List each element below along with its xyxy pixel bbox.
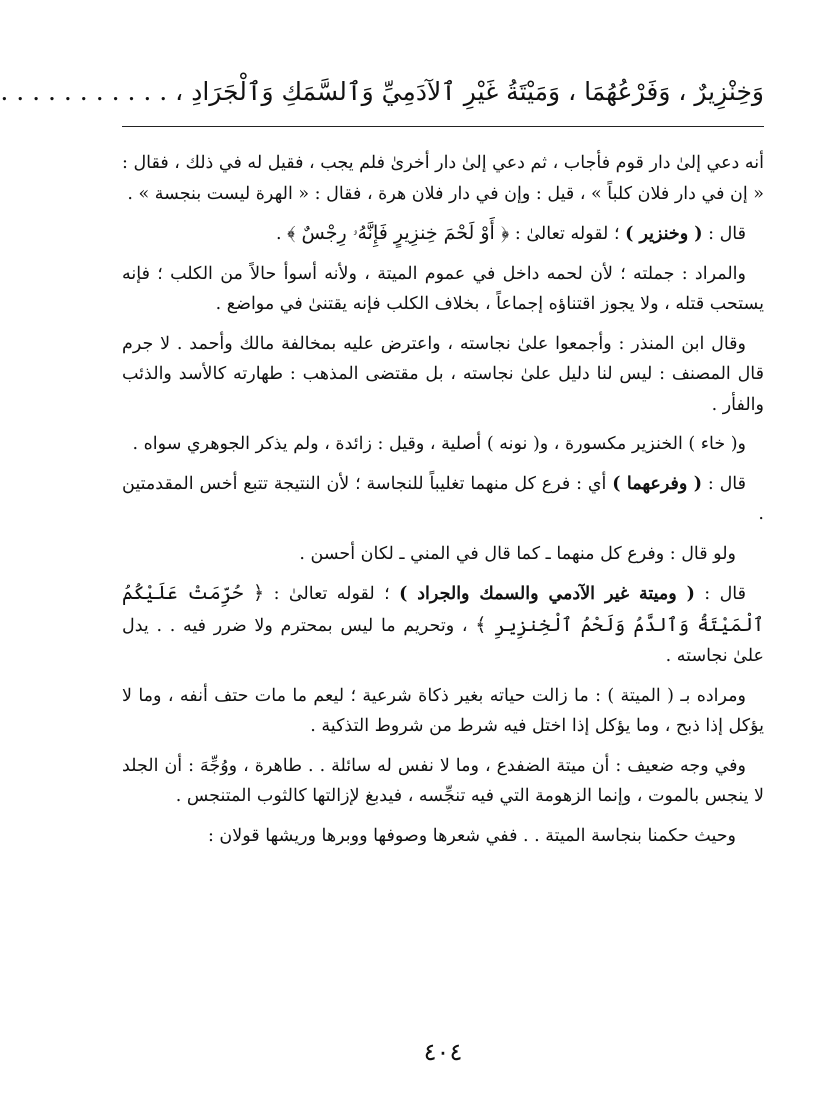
- quran-verse: ﴿ حُرِّمَتْ عَلَيْكُمُ ٱلْمَيْتَةُ وَٱلدَّمُ وَلَحْمُ ٱلْخِنزِيرِ ﴾: [122, 582, 765, 636]
- paragraph-9: ومراده بـ ( الميتة ) : ما زالت حياته بغير ذكاة شرعية ؛ ليعم ما مات حتف أنفه ، وما لا يؤكل إذا ذبح ، وما يؤكل إذا اختل فيه شرط من شروط التذكية .: [122, 685, 764, 736]
- paragraph-4: وقال ابن المنذر : وأجمعوا علىٰ نجاسته ، واعترض عليه بمخالفة مالك وأحمد . لا جرم قال المصنف : ليس لنا دليل علىٰ نجاسته ، بل مقتضى المذهب : طهارته كالأسد والذئب والفأر .: [122, 333, 764, 415]
- paragraph-2: [122, 218, 764, 250]
- matn-quote: ( وفرعهما ): [612, 473, 702, 494]
- matn-line: وَخِنْزِيرٌ ، وَفَرْعُهُمَا ، وَمَيْتَةُ غَيْرِ ٱلآدَمِيِّ وَٱلسَّمَكِ وَٱلْجَرَادِ ، . . . . . . . . . . .: [0, 77, 764, 106]
- commentary-body: [122, 148, 764, 860]
- text-run: قال :: [701, 473, 746, 494]
- paragraph-6: [122, 469, 764, 530]
- text-run: ؛ لقوله تعالىٰ :: [509, 224, 626, 244]
- page-number: ٤٠٤: [423, 1038, 463, 1066]
- text-run: أي : فرع كل منهما تغليباً للنجاسة ؛ لأن النتيجة تتبع أخس المقدمتين .: [122, 473, 764, 524]
- paragraph-5: و( خاء ) الخنزير مكسورة ، و( نونه ) أصلية ، وقيل : زائدة ، ولم يذكر الجوهري سواه .: [132, 434, 746, 454]
- text-run: ؛ لقوله تعالىٰ :: [264, 584, 400, 604]
- paragraph-7: ولو قال : وفرع كل منهما ـ كما قال في المني ـ لكان أحسن .: [299, 543, 736, 564]
- paragraph-8: [122, 578, 764, 672]
- matn-quote: ( وخنزير ): [625, 224, 703, 244]
- matn-quote: ( وميتة غير الآدمي والسمك والجراد ): [399, 584, 695, 604]
- separator-rule: [122, 126, 764, 127]
- text-run: قال :: [702, 224, 746, 244]
- text-run: ، وتحريم ما ليس بمحترم ولا ضرر فيه . . يدل علىٰ نجاسته .: [122, 615, 764, 666]
- text-run: قال :: [694, 584, 746, 604]
- paragraph-10: وفي وجه ضعيف : أن ميتة الضفدع ، وما لا نفس له سائلة . . طاهرة ، ووُجِّهَ : أن الجلد لا ينجس بالموت ، وإنما الزهومة التي فيه تنجِّسه ، فيدبغ لإزالتها كالثوب المتنجس .: [122, 755, 764, 806]
- paragraph-1: أنه دعي إلىٰ دار قوم فأجاب ، ثم دعي إلىٰ دار أخرىٰ فلم يجب ، فقيل له في ذلك ، فقال : « إن في دار فلان كلباً » ، قيل : وإن في دار فلان هرة ، فقال : « الهرة ليست بنجسة » .: [121, 153, 764, 204]
- paragraph-3: والمراد : جملته ؛ لأن لحمه داخل في عموم الميتة ، ولأنه أسوأ حالاً من الكلب ؛ فإنه يستحب قتله ، ولا يجوز اقتناؤه إجماعاً ، بخلاف الكلب فإنه يقتنىٰ في مواضع .: [122, 263, 764, 314]
- text-run: .: [275, 224, 288, 244]
- paragraph-11: وحيث حكمنا بنجاسة الميتة . . ففي شعرها وصوفها ووبرها وريشها قولان :: [207, 825, 736, 846]
- quran-verse: ﴿ أَوْ لَحْمَ خِنزِيرٍ فَإِنَّهُۥ رِجْسٌ ﴾: [287, 222, 510, 244]
